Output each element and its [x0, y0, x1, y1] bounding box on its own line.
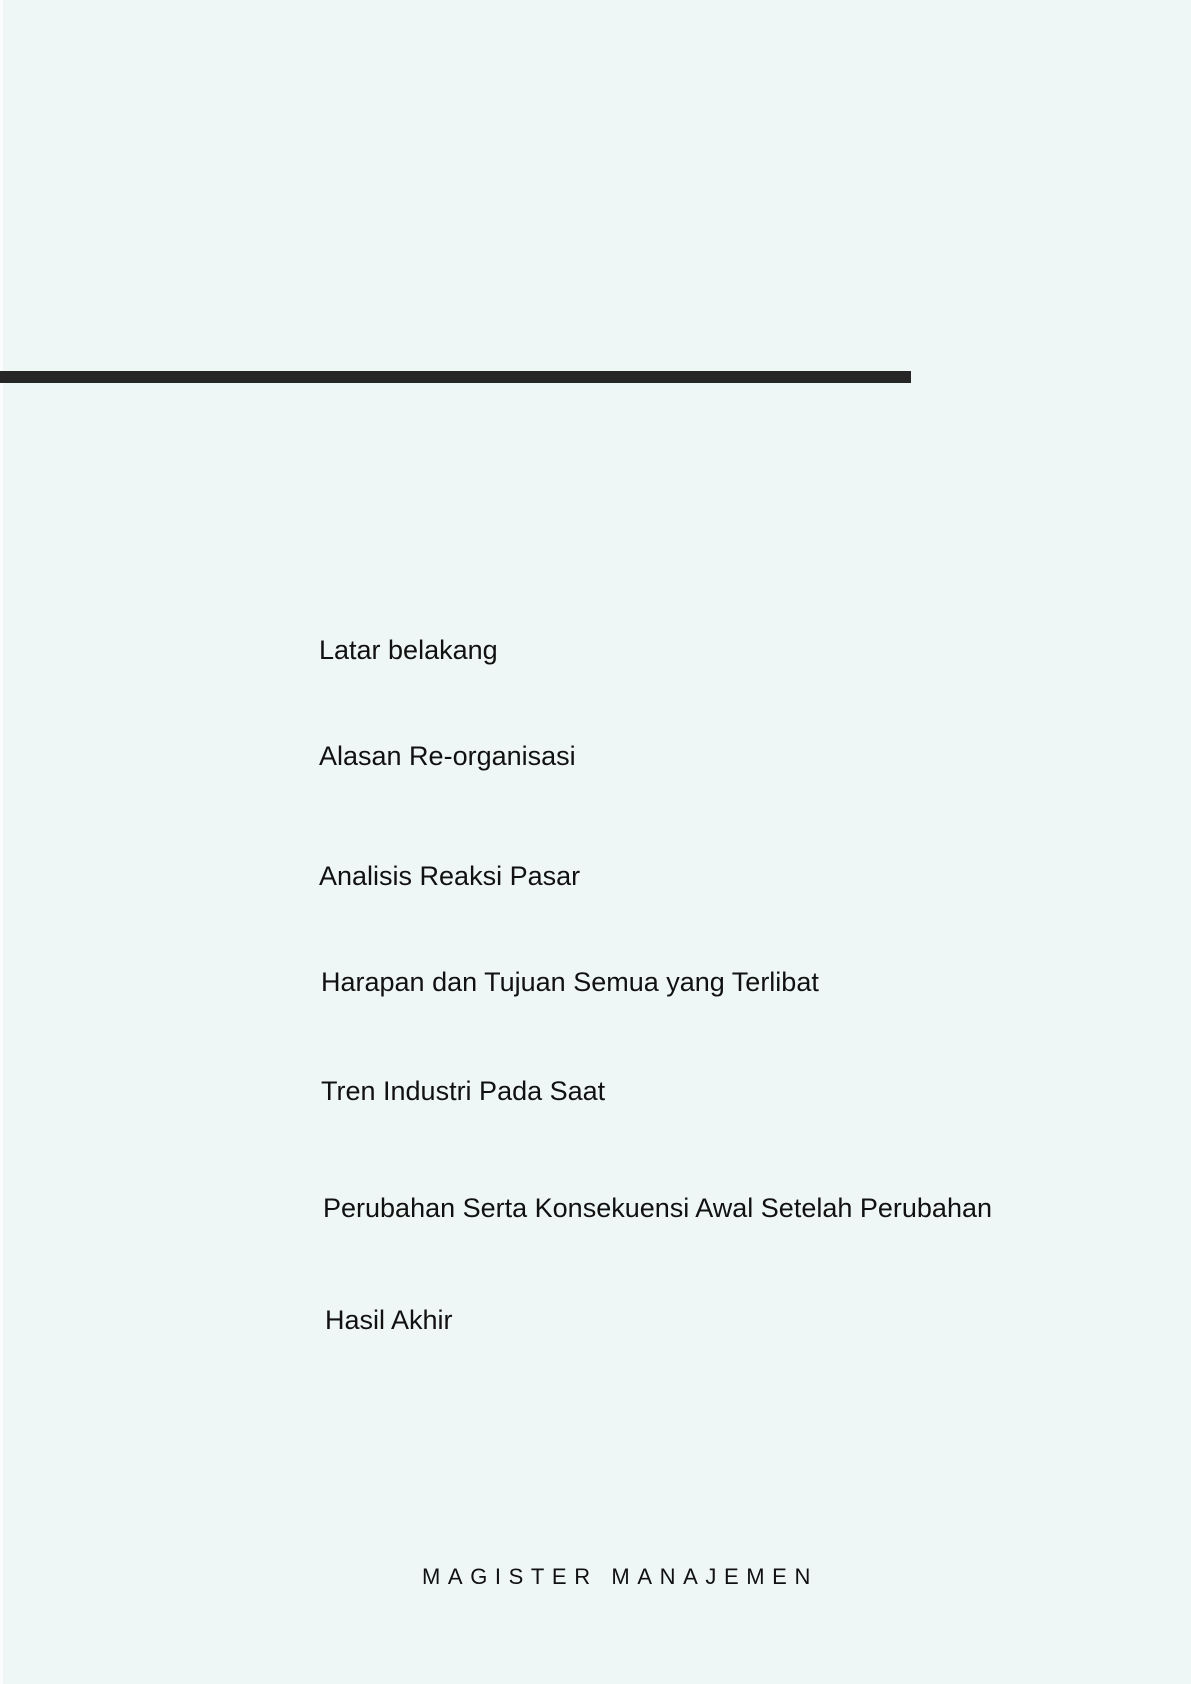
toc-item-alasan-reorganisasi: Alasan Re-organisasi — [319, 741, 576, 771]
toc-item-hasil-akhir: Hasil Akhir — [325, 1305, 453, 1335]
header-rule — [0, 371, 911, 383]
toc-item-analisis-reaksi-pasar: Analisis Reaksi Pasar — [319, 861, 581, 891]
footer-program-name: MAGISTER MANAJEMEN — [422, 1564, 818, 1589]
toc-item-latar-belakang: Latar belakang — [319, 635, 498, 665]
toc-item-harapan-tujuan: Harapan dan Tujuan Semua yang Terlibat — [321, 967, 819, 997]
page-edge — [0, 0, 3, 1684]
toc-item-perubahan-konsekuensi: Perubahan Serta Konsekuensi Awal Setelah Perubahan — [323, 1193, 992, 1223]
toc-item-tren-industri: Tren Industri Pada Saat — [321, 1076, 606, 1106]
